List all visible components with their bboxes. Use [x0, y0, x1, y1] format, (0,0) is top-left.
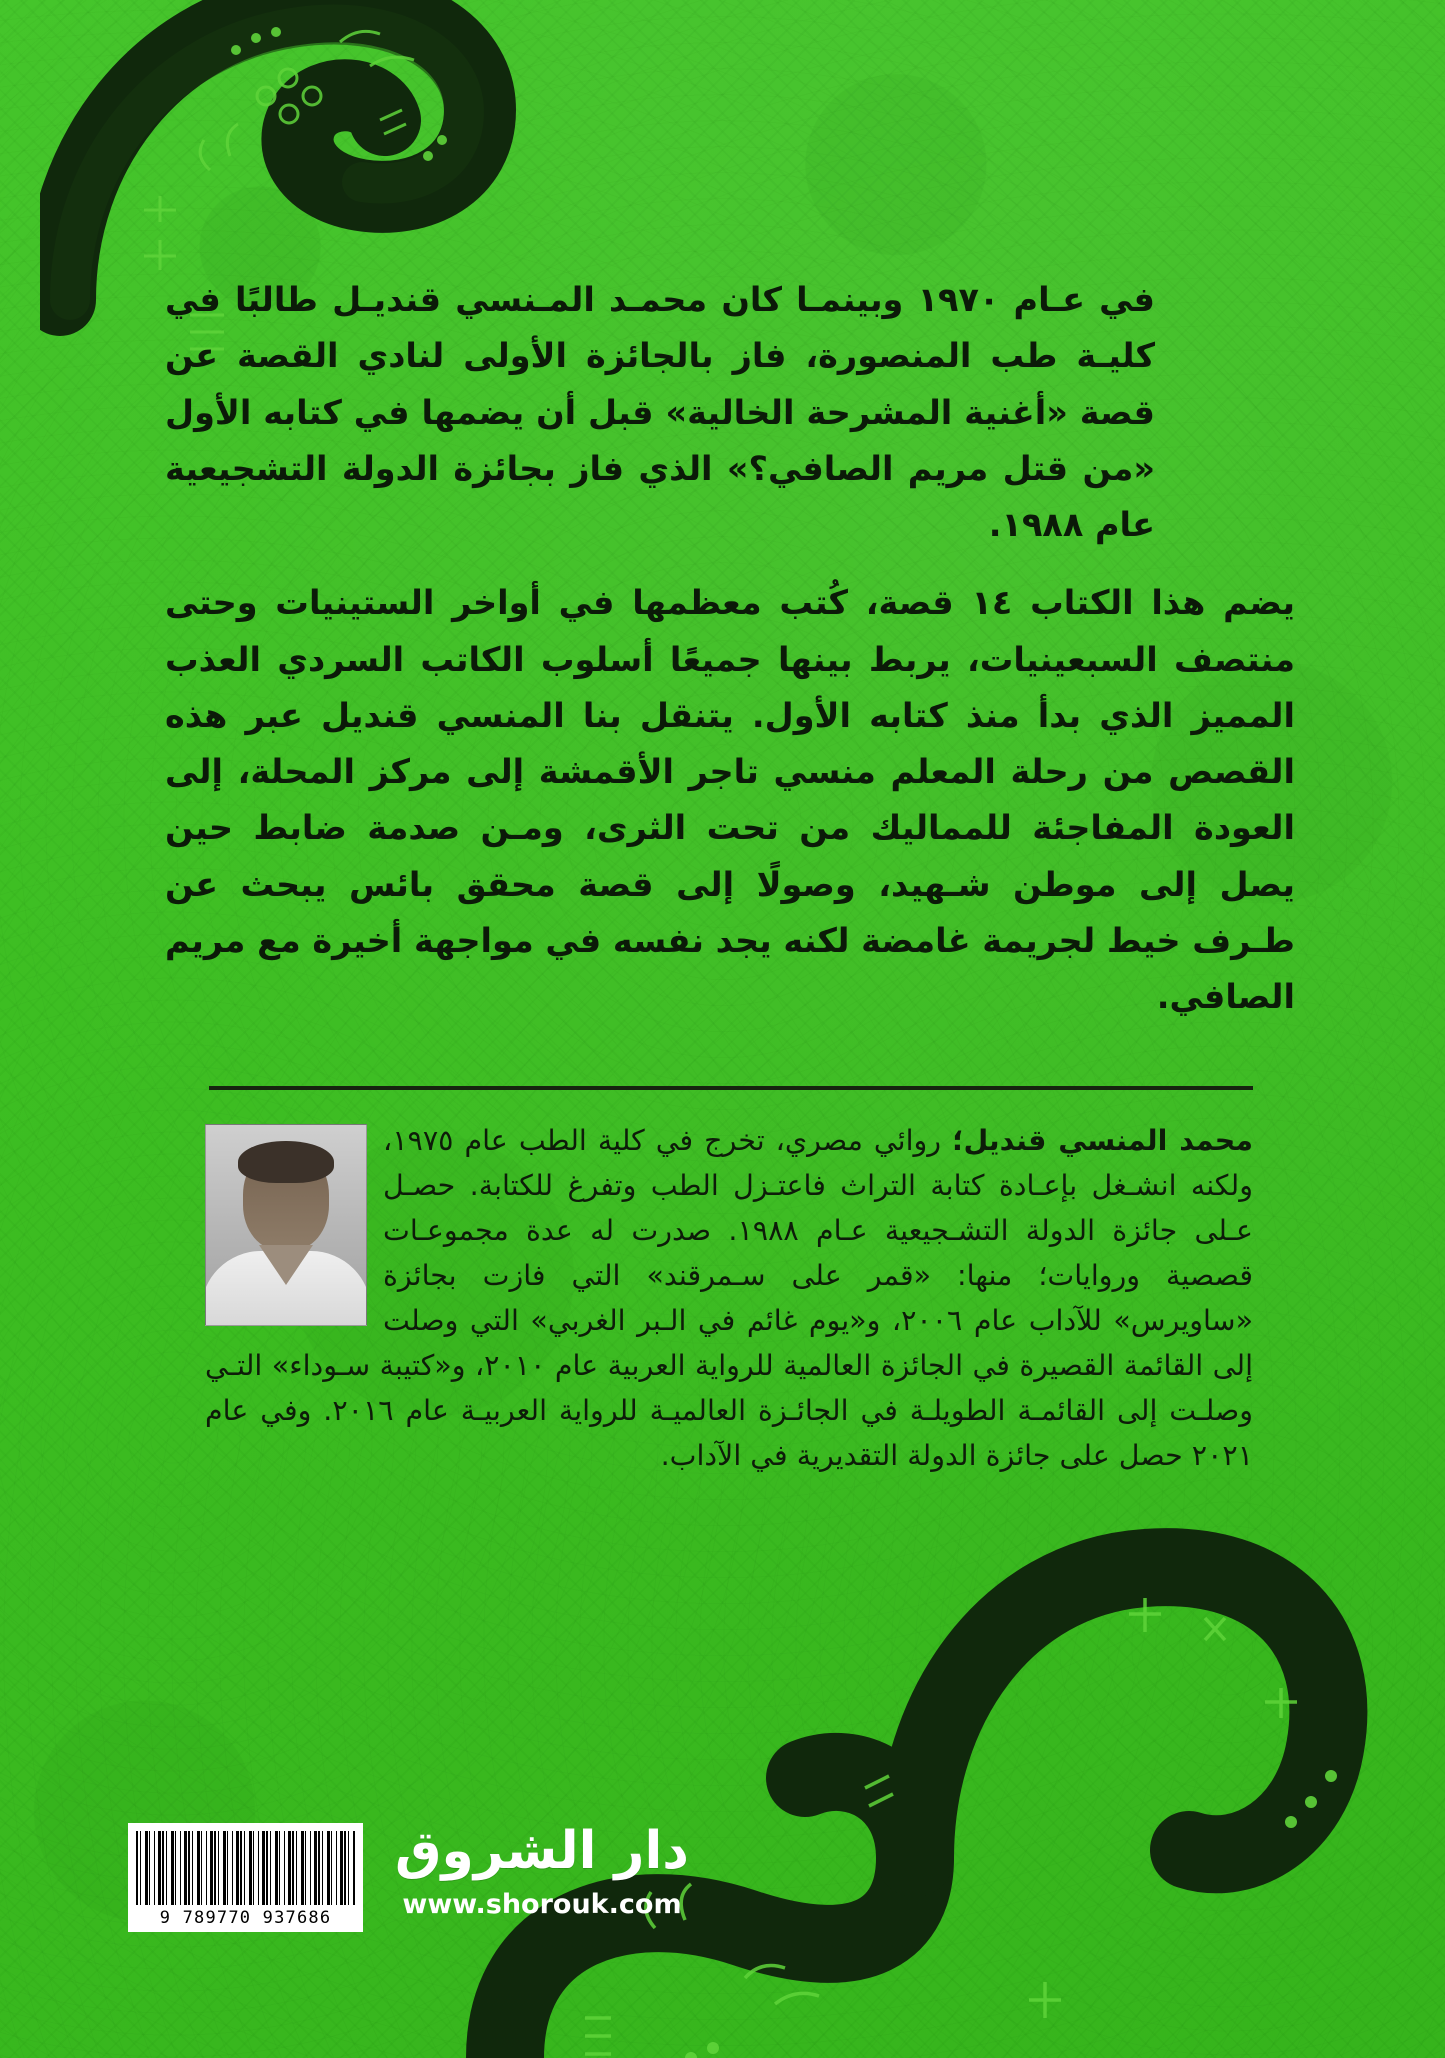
author-portrait [205, 1124, 367, 1326]
barcode-number: 9 789770 937686 [159, 1908, 332, 1928]
author-name: محمد المنسي قنديل؛ [952, 1124, 1253, 1157]
back-cover-blurb [165, 272, 1295, 1029]
author-bio [205, 1118, 1253, 1478]
publisher-website[interactable]: www.shorouk.com [402, 1889, 682, 1920]
portrait-hair [238, 1141, 334, 1183]
isbn-barcode [128, 1823, 363, 1932]
author-bio-text: روائي مصري، تخرج في كلية الطب عام ١٩٧٥، ولكنه انشـغل بإعـادة كتابة التراث فاعتـزل الطب وتفرغ للكتابة. حصـل عـلى جائزة الدولة التشـجيعية عـام ١٩٨٨. صدرت له عدة مجموعـات قصصية وروايات؛ منها: «قمر على سـمرقند» التي فازت بجائزة «ساويرس» للآداب عام ٢٠٠٦، و«يوم غائم في الـبر الغربي» التي وصلت إلى القائمة القصيرة في الجائزة العالمية للرواية العربية عام ٢٠١٠، و«كتيبة سـوداء» التـي وصلـت إلى القائمـة الطويلـة في الجائـزة العالميـة للرواية العربيـة عام ٢٠١٦. وفي عام ٢٠٢١ حصل على جائزة الدولة التقديرية في الآداب. [205, 1124, 1254, 1473]
snake-bottom-illustration [445, 1458, 1445, 2058]
blurb-paragraph-1: في عـام ١٩٧٠ وبينمـا كان محمـد المـنسي قنديـل طالبًا في كليـة طب المنصورة، فاز بالجائزة الأولى لنادي القصة عن قصة «أغنية المشرحة الخالية» قبل أن يضمها في كتابه الأول «من قتل مريم الصافي؟» الذي فاز بجائزة الدولة التشجيعية عام ١٩٨٨. [165, 280, 1155, 545]
barcode-bars [136, 1831, 355, 1905]
section-divider [209, 1086, 1253, 1090]
publisher-block [392, 1821, 692, 1920]
publisher-logo: دار الشروق [395, 1821, 689, 1881]
blurb-paragraph-2: يضم هذا الكتاب ١٤ قصة، كُتب معظمها في أواخر الستينيات وحتى منتصف السبعينيات، يربط بينها جميعًا أسلوب الكاتب السردي العذب المميز الذي بدأ منذ كتابه الأول. يتنقل بنا المنسي قنديل عبر هذه القصص من رحلة المعلم منسي تاجر الأقمشة إلى مركز المحلة، إلى العودة المفاجئة للمماليك من تحت الثرى، ومـن صدمة ضابط حين يصل إلى موطن شـهيد، وصولًا إلى قصة محقق بائس يبحث عن طـرف خيط لجريمة غامضة لكنه يجد نفسه في مواجهة أخيرة مع مريم الصافي. [164, 583, 1295, 1017]
